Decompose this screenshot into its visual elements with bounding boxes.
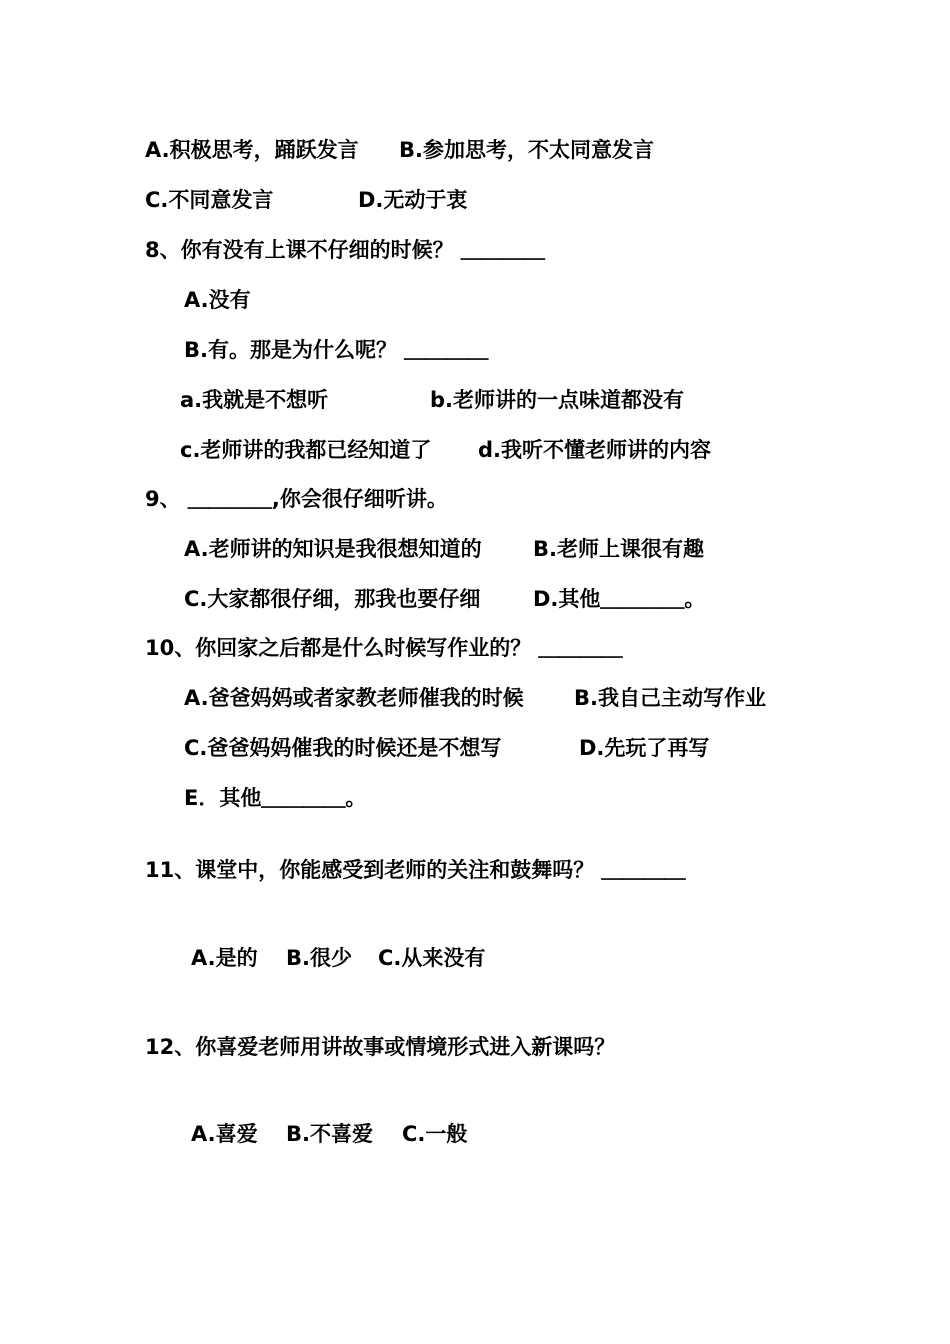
q10-option-e: E．其他＿＿＿＿。 [184, 786, 367, 810]
q8-option-b: B.有。那是为什么呢？ ＿＿＿＿ [184, 338, 489, 362]
question-10-text: 10、你回家之后都是什么时候写作业的？ ＿＿＿＿ [145, 636, 623, 660]
q10-option-c: C.爸爸妈妈催我的时候还是不想写 [184, 736, 502, 760]
q9-option-d: D.其他＿＿＿＿。 [533, 587, 706, 611]
q12-option-c: C.一般 [402, 1122, 468, 1146]
q8-sub-option-a: a.我就是不想听 [180, 388, 329, 412]
q11-option-b: B.很少 [286, 946, 352, 970]
q11-option-a: A.是的 [191, 946, 258, 970]
question-12-text: 12、你喜爱老师用讲故事或情境形式进入新课吗？ [145, 1035, 616, 1059]
q12-option-a: A.喜爱 [191, 1122, 258, 1146]
q10-option-d: D.先玩了再写 [579, 736, 710, 760]
q7-option-a: A.积极思考，踊跃发言 [145, 138, 359, 162]
q9-option-b: B.老师上课很有趣 [533, 537, 704, 561]
q7-option-b: B.参加思考，不太同意发言 [399, 138, 654, 162]
q12-option-b: B.不喜爱 [286, 1122, 373, 1146]
q10-option-a: A.爸爸妈妈或者家教老师催我的时候 [184, 686, 524, 710]
q12-options-row [0, 1120, 468, 1260]
q9-option-a: A.老师讲的知识是我很想知道的 [184, 537, 482, 561]
question-8-text: 8、你有没有上课不仔细的时候？ ＿＿＿＿ [145, 238, 545, 262]
q8-option-a: A.没有 [184, 288, 251, 312]
q7-option-c: C.不同意发言 [145, 188, 274, 212]
q9-option-c: C.大家都很仔细，那我也要仔细 [184, 587, 481, 611]
question-11-text: 11、课堂中，你能感受到老师的关注和鼓舞吗？ ＿＿＿＿ [145, 858, 686, 882]
question-9-text: 9、 ＿＿＿＿,你会很仔细听讲。 [145, 487, 448, 511]
q10-option-b: B.我自己主动写作业 [574, 686, 766, 710]
question-12 [0, 1033, 616, 1117]
q11-option-c: C.从来没有 [378, 946, 486, 970]
q8-sub-option-b: b.老师讲的一点味道都没有 [430, 388, 685, 412]
q8-sub-option-c: c.老师讲的我都已经知道了 [180, 438, 432, 462]
q7-option-d: D.无动于衷 [358, 188, 468, 212]
question-11 [0, 856, 686, 940]
q8-sub-option-d: d.我听不懂老师讲的内容 [478, 438, 712, 462]
